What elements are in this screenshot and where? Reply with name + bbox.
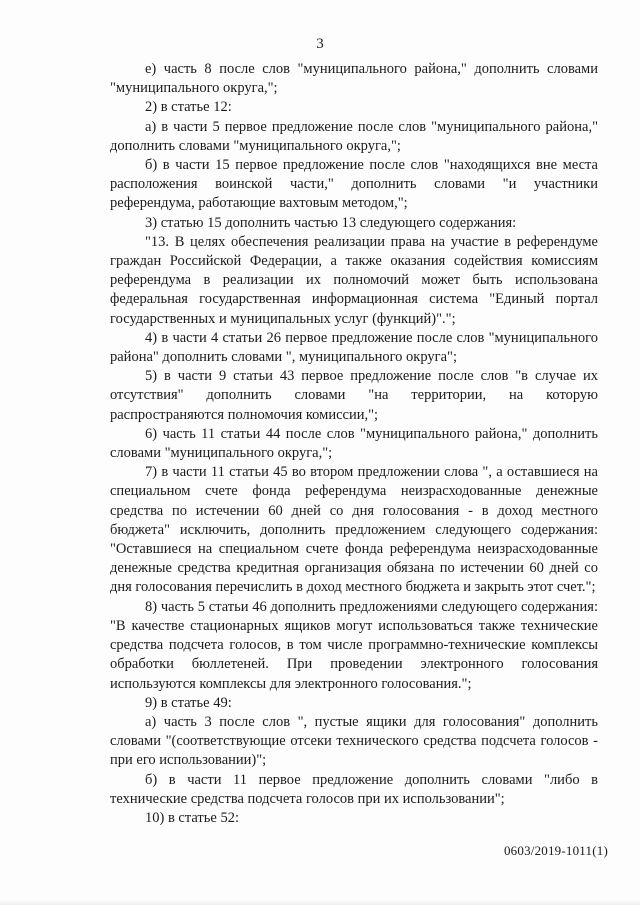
paragraph-item-10: 10) в статье 52: xyxy=(145,809,239,826)
paragraph-item-7: 7) в части 11 статьи 45 во втором предложении слова ", а оставшиеся на специальном счете фонда референдума неизрасходованные денежные средства по истечении 60 дней со дня голосования - в доход местного бюджета" исключить, дополнить предложением следующего содержания: "Оставшиеся на специальном счете фонда референдума неизрасходованные денежные средства кредитная организация обязана по истечении 60 дней со дня голосования перечислить в доход местного бюджета и закрыть этот счет."; xyxy=(110,464,598,596)
paragraph-e-part-8: е) часть 8 после слов "муниципального района," дополнить словами "муниципального округа,"; xyxy=(110,61,598,97)
document-body xyxy=(110,60,598,828)
paragraph-2b: б) в части 15 первое предложение после слов "находящихся вне места расположения воинской части," дополнить словами "и участники референдума, работающие вахтовым методом,"; xyxy=(110,157,598,212)
paragraph-item-4: 4) в части 4 статьи 26 первое предложение после слов "муниципального района" дополнить словами ", муниципального округа"; xyxy=(110,329,598,366)
scan-edge-shadow xyxy=(0,899,640,905)
paragraph-item-9: 9) в статье 49: xyxy=(145,694,232,711)
paragraph-item-6: 6) часть 11 статьи 44 после слов "муниципального района," дополнить словами "муниципального округа,"; xyxy=(110,425,598,462)
paragraph-9a: а) часть 3 после слов ", пустые ящики для голосования" дополнить словами "(соответствующие отсеки технического средства подсчета голосов - при его использовании)"; xyxy=(110,713,598,769)
paragraph-item-5: 5) в части 9 статьи 43 первое предложение после слов "в случае их отсутствия" дополнить словами "на территории, на которую распространяются полномочия комиссии,"; xyxy=(110,368,598,423)
paragraph-item-2: 2) в статье 12: xyxy=(145,99,232,116)
paragraph-9b: б) в части 11 первое предложение дополнить словами "либо в технические средства подсчета голосов при их использовании"; xyxy=(110,771,598,807)
paragraph-item-8: 8) часть 5 статьи 46 дополнить предложениями следующего содержания: "В качестве стационарных ящиков могут использоваться также технические средства подсчета голосов, в том числе программно-технические комплексы обработки бюллетеней. При проведении электронного голосования используются комплексы для электронного голосования."; xyxy=(110,598,598,692)
paragraph-part-13: "13. В целях обеспечения реализации права на участие в референдуме граждан Российской Федерации, а также оказания содействия комиссиям референдума в реализации их полномочий может быть использована федеральная государственная информационная система "Единый портал государственных и муниципальных услуг (функций)"."; xyxy=(110,233,598,327)
paragraph-2a: а) в части 5 первое предложение после слов "муниципального района," дополнить словами "муниципального округа,"; xyxy=(110,118,598,154)
page-number: 3 xyxy=(316,36,324,52)
paragraph-item-3: 3) статью 15 дополнить частью 13 следующего содержания: xyxy=(145,214,517,231)
document-code: 0603/2019-1011(1) xyxy=(503,843,608,858)
